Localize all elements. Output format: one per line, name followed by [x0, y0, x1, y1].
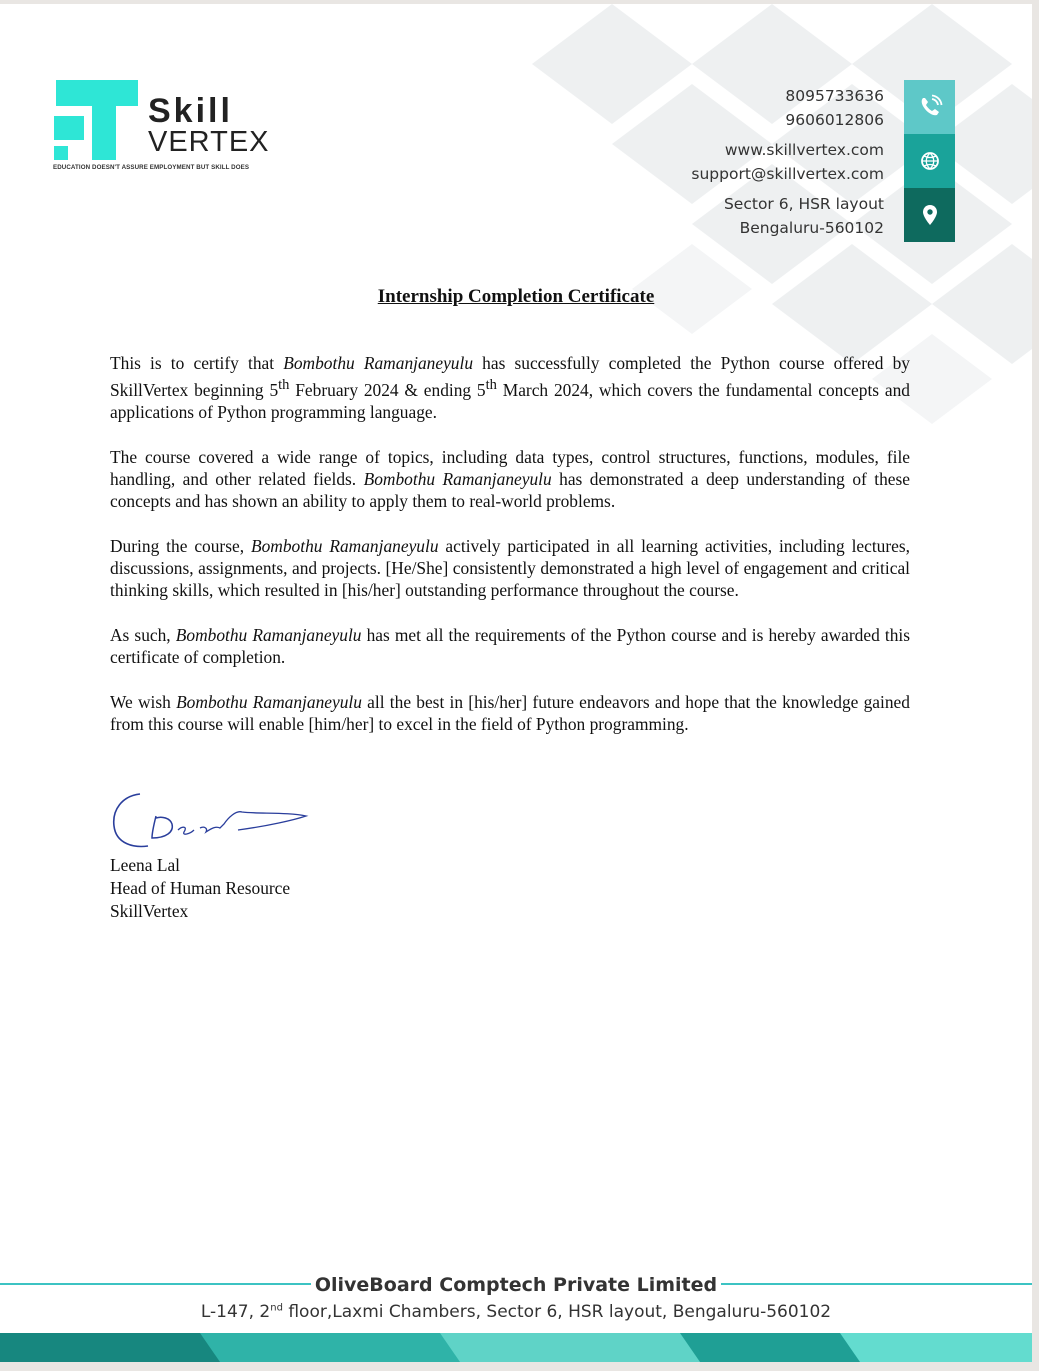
address-line-2: Bengaluru-560102: [739, 219, 884, 237]
p2-text-a: The course covered a wide range of topics, including data types, control structures, functions, modules, file handling, and other related fields.: [110, 446, 910, 489]
recipient-name: Bombothu Ramanjaneyulu: [250, 535, 439, 556]
paragraph-3: [110, 535, 910, 601]
email: support@skillvertex.com: [691, 165, 884, 183]
p4-text-a: As such,: [110, 624, 176, 645]
p1-text-c: February 2024 & ending 5: [289, 379, 486, 400]
phone-icon: [904, 80, 955, 134]
website: www.skillvertex.com: [724, 141, 884, 159]
footer-company-name: OliveBoard Comptech Private Limited: [311, 1274, 721, 1296]
p3-text-a: During the course,: [110, 535, 251, 556]
paragraph-5: [110, 691, 910, 735]
signer-org: SkillVertex: [110, 901, 189, 921]
footer-address-b: floor,Laxmi Chambers, Sector 6, HSR layout, Bengaluru-560102: [282, 1302, 832, 1322]
p1-sup-1: th: [278, 377, 290, 393]
footer-company: [0, 1274, 1032, 1296]
recipient-name: Bombothu Ramanjaneyulu: [176, 691, 362, 712]
p1-text-b: has successfully completed the Python course offered by SkillVertex beginning 5: [110, 353, 910, 400]
certificate-title: Internship Completion Certificate: [377, 286, 655, 307]
location-pin-icon: [904, 188, 955, 242]
signer-block: [110, 854, 290, 923]
contact-icon-column: [904, 80, 955, 242]
phone-number-1: 8095733636: [785, 87, 884, 105]
contact-info: [691, 84, 884, 246]
p1-text-d: March 2024, which covers the fundamental concepts and applications of Python programming language.: [110, 379, 910, 422]
address-line-1: Sector 6, HSR layout: [723, 195, 884, 213]
footer-address-sup: nd: [270, 1302, 283, 1314]
p1-text-a: This is to certify that: [110, 353, 284, 373]
p4-text-b: has met all the requirements of the Python course and is hereby awarded this certificate of completion.: [110, 624, 910, 667]
p1-sup-2: th: [485, 377, 497, 393]
p3-text-b: actively participated in all learning activities, including lectures, discussions, assignments, and projects. [He/She] consistently demonstrated a high level of engagement and critical thinking skills, which resulted in [his/her] outstanding performance throughout the course.: [110, 535, 910, 600]
footer-address-a: L-147, 2: [200, 1302, 271, 1322]
paragraph-2: [110, 446, 910, 512]
logo-mark-icon: [52, 78, 142, 162]
paragraph-1: [110, 352, 910, 423]
logo-word-vertex: VERTEX: [148, 126, 270, 158]
p5-text-b: all the best in [his/her] future endeavors and hope that the knowledge gained from this course will enable [him/her] to excel in the field of Python programming.: [110, 691, 910, 734]
signature-image: [108, 788, 318, 854]
recipient-name: Bombothu Ramanjaneyulu: [283, 353, 474, 373]
p2-text-b: has demonstrated a deep understanding of these concepts and has shown an ability to apply them to real-world problems.: [110, 468, 910, 511]
globe-icon: [904, 134, 955, 188]
p5-text-a: We wish: [110, 691, 177, 712]
certificate-body: [110, 352, 910, 758]
logo-word-skill: Skill: [148, 92, 233, 130]
paragraph-4: [110, 624, 910, 668]
skillvertex-logo: [52, 78, 302, 178]
recipient-name: Bombothu Ramanjaneyulu: [363, 468, 552, 489]
footer-color-bar: [0, 1333, 1032, 1362]
signer-name: Leena Lal: [110, 855, 180, 875]
logo-tagline: EDUCATION DOESN'T ASSURE EMPLOYMENT BUT SKILL DOES: [53, 164, 250, 171]
phone-number-2: 9606012806: [785, 111, 884, 129]
footer-address: [0, 1302, 1032, 1322]
signer-role: Head of Human Resource: [110, 878, 291, 898]
recipient-name: Bombothu Ramanjaneyulu: [175, 624, 362, 645]
certificate-page: [0, 4, 1032, 1362]
